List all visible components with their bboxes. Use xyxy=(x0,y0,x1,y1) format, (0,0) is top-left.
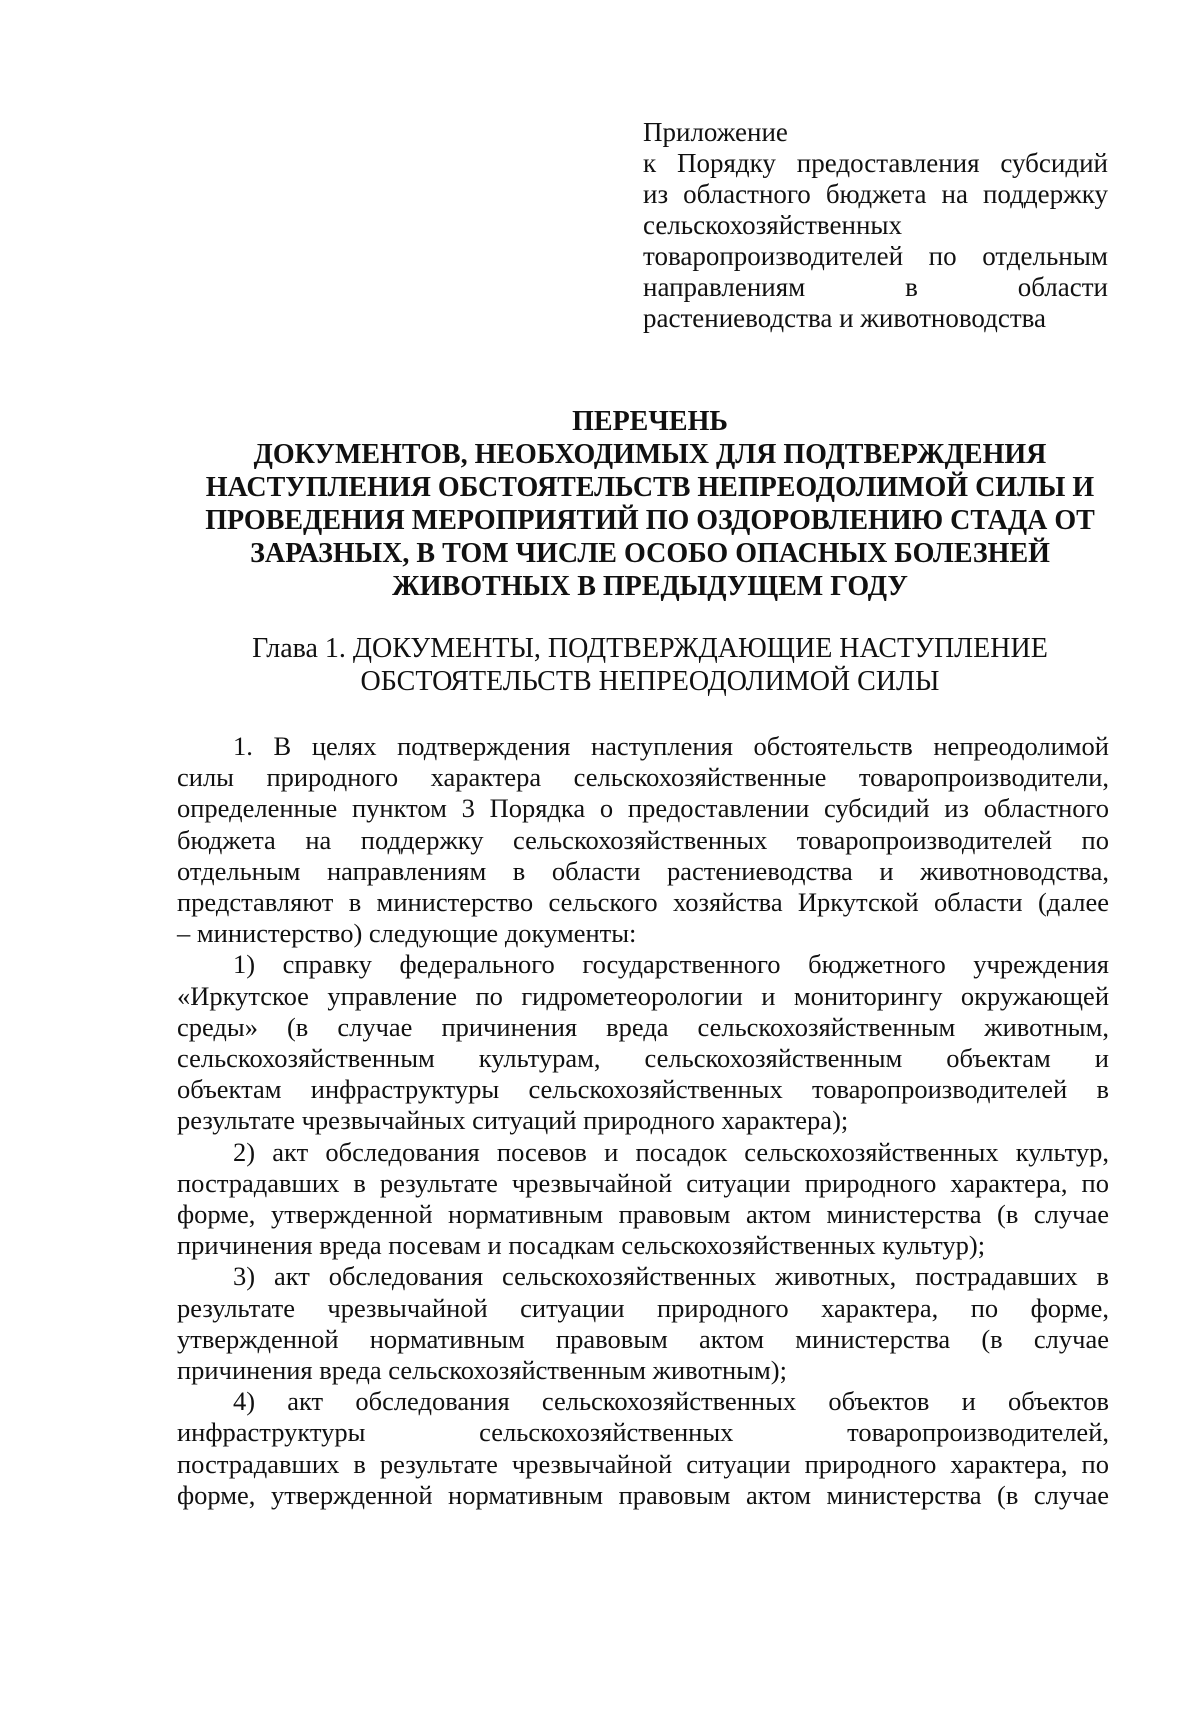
body-line: форме, утвержденной нормативным правовым актом министерства (в случае xyxy=(177,1479,1109,1510)
body-line: сельскохозяйственным культурам, сельскохозяйственным объектам и xyxy=(177,1043,1109,1074)
body-line: 1. В целях подтверждения наступления обстоятельств непреодолимой xyxy=(233,731,1109,761)
chapter-heading xyxy=(150,632,1150,698)
body-line: среды» (в случае причинения вреда сельскохозяйственным животным, xyxy=(177,1011,1109,1042)
body-line: пострадавших в результате чрезвычайной ситуации природного характера, по xyxy=(177,1167,1109,1198)
title-line: ДОКУМЕНТОВ, НЕОБХОДИМЫХ ДЛЯ ПОДТВЕРЖДЕНИЯ xyxy=(253,439,1047,470)
body-line: причинения вреда сельскохозяйственным животным); xyxy=(177,1355,787,1386)
title-line: НАСТУПЛЕНИЯ ОБСТОЯТЕЛЬСТВ НЕПРЕОДОЛИМОЙ СИЛЫ И xyxy=(205,472,1095,503)
body-line: 4) акт обследования сельскохозяйственных объектов и объектов xyxy=(233,1386,1109,1417)
body-line: 1) справку федерального государственного бюджетного учреждения xyxy=(233,949,1109,980)
body-line: «Иркутское управление по гидрометеорологии и мониторингу окружающей xyxy=(177,980,1109,1011)
chapter-line: ОБСТОЯТЕЛЬСТВ НЕПРЕОДОЛИМОЙ СИЛЫ xyxy=(360,666,940,697)
appendix-line: товаропроизводителей по отдельным xyxy=(643,241,1108,271)
body-line: силы природного характера сельскохозяйственные товаропроизводители, xyxy=(177,762,1109,793)
appendix-line: к Порядку предоставления субсидий xyxy=(643,148,1108,178)
title-line: ПЕРЕЧЕНЬ xyxy=(572,406,728,437)
body-line: отдельным направлениям в области растениеводства и животноводства, xyxy=(177,855,1109,886)
appendix-line: сельскохозяйственных xyxy=(643,210,903,240)
title-line: ПРОВЕДЕНИЯ МЕРОПРИЯТИЙ ПО ОЗДОРОВЛЕНИЮ СТАДА ОТ xyxy=(205,505,1095,536)
body-line: результате чрезвычайной ситуации природного характера, по форме, xyxy=(177,1292,1109,1323)
title-line: ЖИВОТНЫХ В ПРЕДЫДУЩЕМ ГОДУ xyxy=(392,571,908,602)
appendix-line: из областного бюджета на поддержку xyxy=(643,179,1108,209)
body-line: 3) акт обследования сельскохозяйственных животных, пострадавших в xyxy=(233,1261,1109,1292)
appendix-note xyxy=(643,117,1108,334)
body-line: результате чрезвычайных ситуаций природного характера); xyxy=(177,1105,849,1136)
body-line: инфраструктуры сельскохозяйственных товаропроизводителей, xyxy=(177,1417,1109,1448)
document-body xyxy=(177,731,1109,1511)
document-title xyxy=(150,405,1150,603)
title-line: ЗАРАЗНЫХ, В ТОМ ЧИСЛЕ ОСОБО ОПАСНЫХ БОЛЕЗНЕЙ xyxy=(250,538,1050,569)
body-line: пострадавших в результате чрезвычайной ситуации природного характера, по xyxy=(177,1448,1109,1479)
body-line: утвержденной нормативным правовым актом министерства (в случае xyxy=(177,1323,1109,1354)
body-line: причинения вреда посевам и посадкам сельскохозяйственных культур); xyxy=(177,1230,986,1261)
appendix-line: направлениям в области xyxy=(643,272,1108,302)
body-line: 2) акт обследования посевов и посадок сельскохозяйственных культур, xyxy=(233,1136,1109,1167)
body-line: определенные пунктом 3 Порядка о предоставлении субсидий из областного xyxy=(177,793,1109,824)
appendix-line: Приложение xyxy=(643,117,788,147)
chapter-line: Глава 1. ДОКУМЕНТЫ, ПОДТВЕРЖДАЮЩИЕ НАСТУПЛЕНИЕ xyxy=(252,633,1048,664)
body-line: форме, утвержденной нормативным правовым актом министерства (в случае xyxy=(177,1199,1109,1230)
body-line: – министерство) следующие документы: xyxy=(177,918,637,949)
body-line: представляют в министерство сельского хозяйства Иркутской области (далее xyxy=(177,887,1109,918)
body-line: бюджета на поддержку сельскохозяйственных товаропроизводителей по xyxy=(177,824,1109,855)
body-line: объектам инфраструктуры сельскохозяйственных товаропроизводителей в xyxy=(177,1074,1109,1105)
appendix-line: растениеводства и животноводства xyxy=(643,303,1047,333)
